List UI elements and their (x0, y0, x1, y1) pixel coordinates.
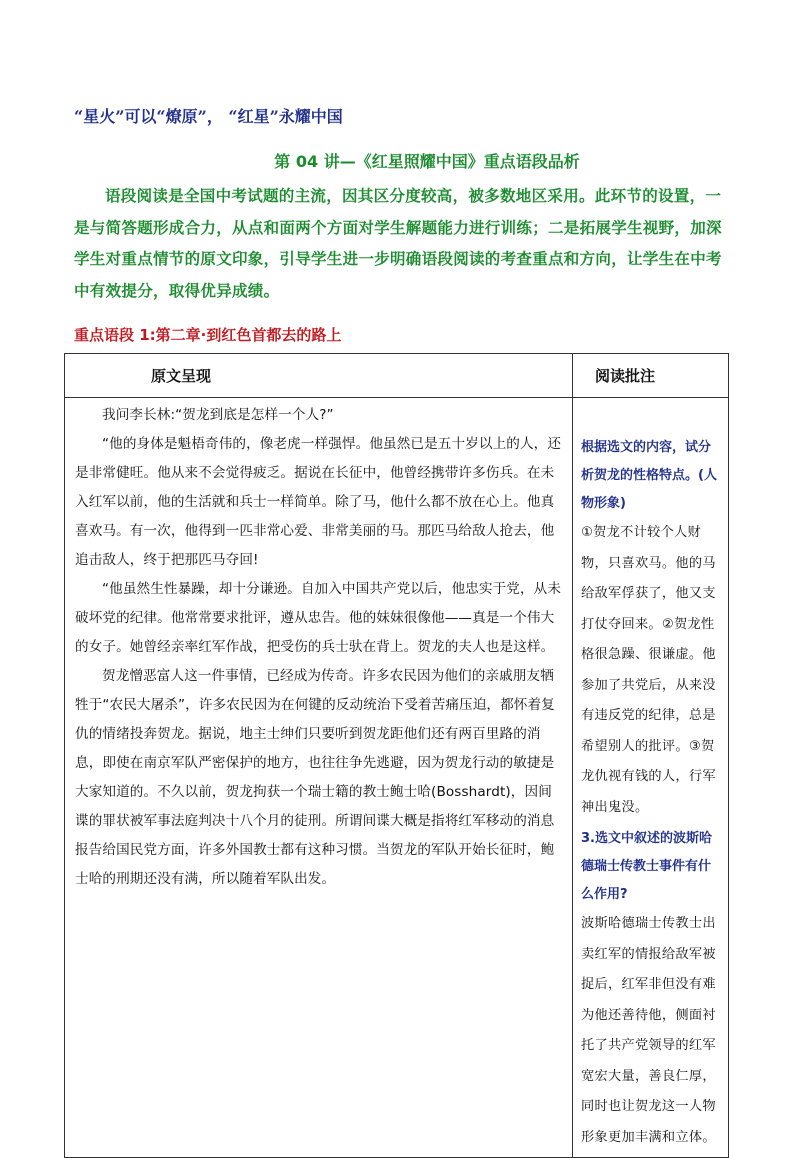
column-header-notes: 阅读批注 (573, 354, 729, 398)
original-paragraph: 贺龙憎恶富人这一件事情，已经成为传奇。许多农民因为他们的亲戚朋友牺牲于“农民大屠杀”，许多农民因为在何键的反动统治下受着苦痛压迫，都怀着复仇的情绪投奔贺龙。据说，地主士绅们只要听到贺龙距他们还有两百里路的消息，即使在南京军队严密保护的地方，也往往争先逃避，因为贺龙行动的敏捷是大家知道的。不久以前，贺龙拘获一个瑞士籍的教士鲍士哈(Bosshardt)，因间谍的罪状被军事法庭判决十八个月的徒刑。所谓间谍大概是指将红军移动的消息报告给国民党方面，许多外国教士都有这种习惯。当贺龙的军队开始长征时，鲍士哈的刑期还没有满，所以随着军队出发。 (75, 668, 555, 887)
column-header-original: 原文呈现 (65, 354, 573, 398)
lesson-title: 第 04 讲—《红星照耀中国》重点语段品析 (274, 152, 580, 171)
reading-table (64, 353, 729, 1158)
answer-2: 波斯哈德瑞士传教士出卖红军的情报给敌军被捉后，红军非但没有难为他还善待他，侧面衬托了共产党领导的红军宽宏大量，善良仁厚，同时也让贺龙这一人物形象更加丰满和立体。 (581, 916, 716, 1145)
annotation-cell (573, 398, 729, 1158)
question-1: 根据选文的内容，试分析贺龙的性格特点。(人物形象) (581, 440, 717, 511)
original-paragraph: “他虽然生性暴躁，却十分谦逊。自加入中国共产党以后，他忠实于党，从未破坏党的纪律。他常常要求批评，遵从忠告。他的妹妹很像他——真是一个伟大的女子。她曾经亲率红军作战，把受伤的兵士驮在背上。贺龙的夫人也是这样。 (75, 581, 562, 655)
table-row (65, 398, 729, 1158)
original-paragraph: “他的身体是魁梧奇伟的，像老虎一样强悍。他虽然已是五十岁以上的人，还是非常健旺。他从来不会觉得疲乏。据说在长征中，他曾经携带许多伤兵。在未入红军以前，他的生活就和兵士一样简单。除了马，他什么都不放在心上。他真喜欢马。有一次，他得到一匹非常心爱、非常美丽的马。那匹马给敌人抢去，他追击敌人，终于把那匹马夺回! (75, 436, 562, 568)
section-heading: 重点语段 1:第二章·到红色首都去的路上 (74, 326, 342, 344)
intro-paragraph: 语段阅读是全国中考试题的主流，因其区分度较高，被多数地区采用。此环节的设置，一是与简答题形成合力，从点和面两个方面对学生解题能力进行训练；二是拓展学生视野，加深学生对重点情节的原文印象，引导学生进一步明确语段阅读的考查重点和方向，让学生在中考中有效提分，取得优异成绩。 (74, 187, 722, 300)
question-2: 3.选文中叙述的波斯哈德瑞士传教士事件有什么作用? (581, 831, 712, 902)
answer-1: ①贺龙不计较个人财物，只喜欢马。他的马给敌军俘获了，他又支打仗夺回来。②贺龙性格很急躁、很谦虚。他参加了共党后，从来没有违反党的纪律，总是希望别人的批评。③贺龙仇视有钱的人，行军神出鬼没。 (581, 525, 716, 815)
table-header-row (65, 354, 729, 398)
slogan: “星火”可以“燎原”， “红星”永耀中国 (74, 107, 343, 126)
original-paragraph: 我问李长林:“贺龙到底是怎样一个人?” (102, 407, 334, 423)
original-text-cell (65, 398, 573, 1158)
